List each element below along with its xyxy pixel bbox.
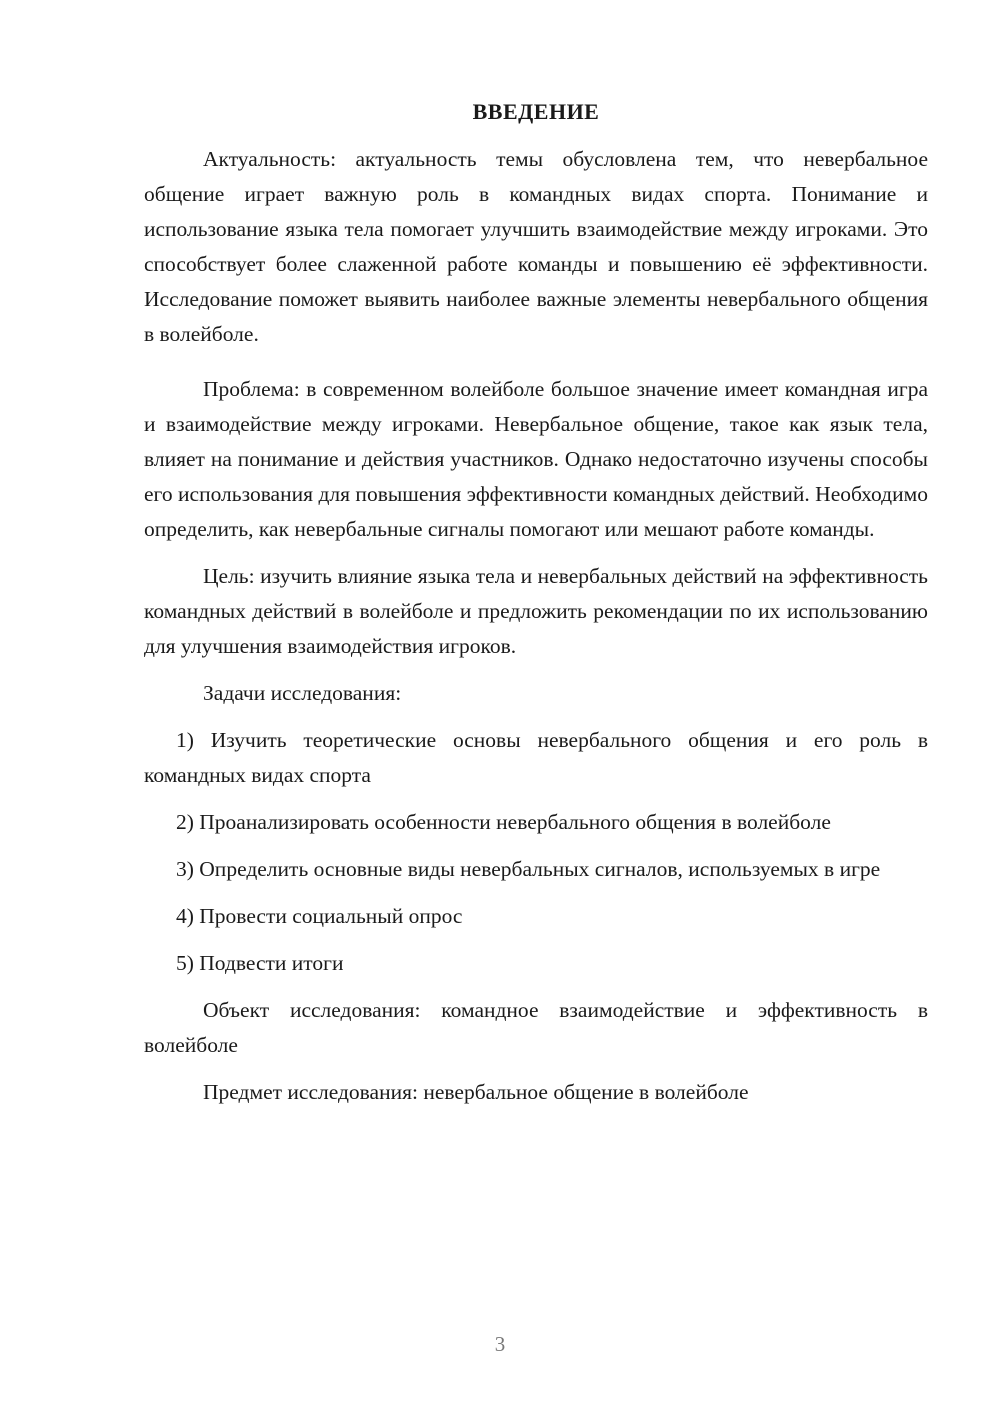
paragraph-object: Объект исследования: командное взаимодействие и эффективность в волейболе xyxy=(144,998,928,1057)
paragraph-relevance: Актуальность: актуальность темы обусловлена тем, что невербальное общение играет важную роль в командных видах спорта. Понимание и использование языка тела помогает улучшить взаимодействие между игроками. Это способствует более слаженной работе команды и повышению её эффективности. Исследование поможет выявить наиболее важные элементы невербального общения в волейболе. xyxy=(144,147,928,346)
task-item-1: 1) Изучить теоретические основы невербального общения и его роль в командных видах спорта xyxy=(144,728,928,787)
paragraph-subject: Предмет исследования: невербальное общение в волейболе xyxy=(203,1080,749,1104)
task-item-2: 2) Проанализировать особенности невербального общения в волейболе xyxy=(176,810,831,834)
page-content xyxy=(144,96,928,1110)
page-number: 3 xyxy=(494,1332,506,1356)
task-item-5: 5) Подвести итоги xyxy=(176,951,344,975)
paragraph-goal: Цель: изучить влияние языка тела и невербальных действий на эффективность командных действий в волейболе и предложить рекомендации по их использованию для улучшения взаимодействия игроков. xyxy=(144,564,928,658)
section-title: ВВЕДЕНИЕ xyxy=(472,99,600,124)
task-item-3: 3) Определить основные виды невербальных сигналов, используемых в игре xyxy=(176,857,881,881)
task-item-4: 4) Провести социальный опрос xyxy=(176,904,463,928)
tasks-heading: Задачи исследования: xyxy=(203,681,402,705)
paragraph-problem: Проблема: в современном волейболе большое значение имеет командная игра и взаимодействие между игроками. Невербальное общение, такое как язык тела, влияет на понимание и действия участников. Однако недостаточно изучены способы его использования для повышения эффективности командных действий. Необходимо определить, как невербальные сигналы помогают или мешают работе команды. xyxy=(144,377,928,541)
